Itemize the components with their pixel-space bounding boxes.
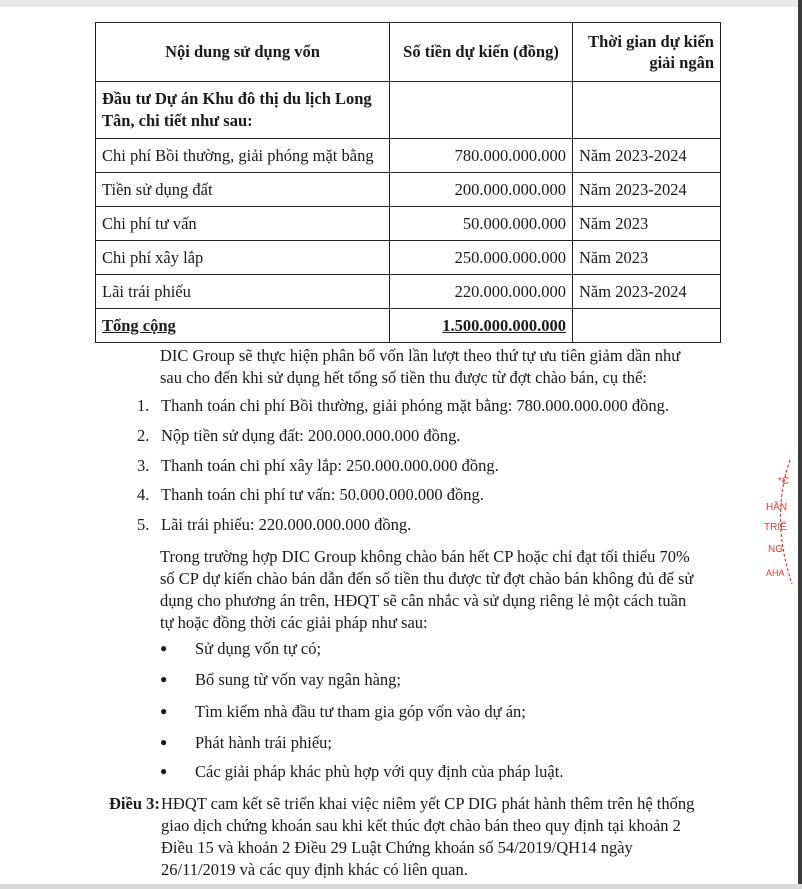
section-title-line1: Đầu tư Dự án Khu đô thị du lịch Long: [102, 89, 372, 108]
fund-usage-table: [95, 22, 721, 343]
list-item: [137, 456, 499, 476]
list-number: 5.: [137, 515, 150, 534]
contingency-paragraph: [160, 546, 720, 634]
article-line: Điều 15 và khoản 2 Điều 29 Luật Chứng khoán số 54/2019/QH14 ngày: [161, 838, 633, 857]
row-amount: 780.000.000.000: [390, 139, 573, 173]
bullet-icon: ●: [160, 672, 168, 686]
row-amount: 220.000.000.000: [390, 275, 573, 309]
paragraph-line: số CP dự kiến chào bán dẫn đến số tiền thu được từ đợt chào bán không đủ để sử: [160, 569, 694, 588]
bullet-item: [160, 702, 526, 722]
section-amount-empty: [390, 82, 573, 139]
bullet-text: Bổ sung từ vốn vay ngân hàng;: [195, 670, 402, 689]
article-label: Điều 3:: [109, 794, 160, 813]
bullet-item: [160, 733, 332, 753]
total-time-empty: [573, 309, 721, 343]
paragraph-line: dụng cho phương án trên, HĐQT sẽ cân nhắc và sử dụng riêng lẻ một cách tuần: [160, 591, 687, 610]
header-time-line2: giải ngân: [649, 53, 714, 72]
stamp-text: AHA: [766, 568, 785, 578]
list-number: 2.: [137, 426, 150, 445]
bullet-icon: ●: [160, 735, 168, 749]
bullet-text: Tìm kiếm nhà đầu tư tham gia góp vốn vào dự án;: [195, 702, 526, 721]
row-amount: 250.000.000.000: [390, 241, 573, 275]
article-body: [161, 793, 729, 881]
intro-line: DIC Group sẽ thực hiện phân bổ vốn lần lượt theo thứ tự ưu tiên giảm dần như: [160, 346, 681, 365]
list-item: [137, 515, 411, 535]
list-text: Thanh toán chi phí tư vấn: 50.000.000.000 đồng.: [161, 485, 484, 504]
table-header-row: [96, 23, 721, 82]
section-title-line2: Tân, chi tiết như sau:: [102, 111, 253, 130]
red-stamp-fragment: [760, 458, 800, 586]
stamp-text: *C: [778, 476, 790, 487]
allocation-intro: [160, 345, 720, 389]
table-row: [96, 139, 721, 173]
header-time-line1: Thời gian dự kiến: [588, 32, 714, 51]
stamp-text: TRIỂ: [764, 522, 787, 533]
paragraph-line: tự hoặc đồng thời các giải pháp như sau:: [160, 613, 428, 632]
article-line: giao dịch chứng khoán sau khi kết thúc đợt chào bán theo quy định tại khoản 2: [161, 816, 681, 835]
scan-top-edge: [0, 0, 802, 7]
row-amount: 200.000.000.000: [390, 173, 573, 207]
table-row: [96, 241, 721, 275]
row-time: Năm 2023-2024: [573, 173, 721, 207]
list-text: Thanh toán chi phí xây lắp: 250.000.000.000 đồng.: [161, 456, 499, 475]
bullet-icon: ●: [160, 764, 168, 778]
list-text: Thanh toán chi phí Bồi thường, giải phóng mặt bằng: 780.000.000.000 đồng.: [161, 396, 670, 415]
bullet-item: [160, 670, 401, 690]
paragraph-line: Trong trường hợp DIC Group không chào bán hết CP hoặc chỉ đạt tối thiểu 70%: [160, 547, 690, 566]
bullet-item: [160, 762, 563, 782]
row-content: Tiền sử dụng đất: [96, 173, 390, 207]
bullet-text: Các giải pháp khác phù hợp với quy định của pháp luật.: [195, 762, 564, 781]
list-number: 1.: [137, 396, 150, 415]
row-time: Năm 2023-2024: [573, 275, 721, 309]
stamp-text: NG: [768, 544, 783, 555]
list-number: 3.: [137, 456, 150, 475]
header-amount: Số tiền dự kiến (đồng): [390, 23, 573, 82]
article-3: [109, 793, 729, 879]
row-content: Lãi trái phiếu: [96, 275, 390, 309]
row-time: Năm 2023-2024: [573, 139, 721, 173]
table-row: [96, 275, 721, 309]
scan-right-edge: [798, 0, 802, 889]
total-amount: 1.500.000.000.000: [390, 309, 573, 343]
table-row: [96, 173, 721, 207]
section-row: [96, 82, 721, 139]
row-time: Năm 2023: [573, 241, 721, 275]
intro-line: sau cho đến khi sử dụng hết tổng số tiền thu được từ đợt chào bán, cụ thể:: [160, 368, 647, 387]
header-content: Nội dung sử dụng vốn: [96, 23, 390, 82]
bullet-icon: ●: [160, 641, 168, 655]
list-item: [137, 426, 461, 446]
bullet-text: Phát hành trái phiếu;: [195, 733, 333, 752]
row-time: Năm 2023: [573, 207, 721, 241]
article-line: 26/11/2019 và các quy định khác có liên quan.: [161, 860, 468, 879]
row-content: Chi phí tư vấn: [96, 207, 390, 241]
stamp-text: HẦN: [766, 502, 788, 513]
article-line: HĐQT cam kết sẽ triển khai việc niêm yết CP DIG phát hành thêm trên hệ thống: [161, 794, 695, 813]
list-item: [137, 396, 669, 416]
bullet-item: [160, 639, 321, 659]
list-text: Nộp tiền sử dụng đất: 200.000.000.000 đồng.: [161, 426, 461, 445]
header-time: [573, 23, 721, 82]
row-amount: 50.000.000.000: [390, 207, 573, 241]
bullet-text: Sử dụng vốn tự có;: [195, 639, 322, 658]
row-content: Chi phí Bồi thường, giải phóng mặt bằng: [96, 139, 390, 173]
total-label: Tổng cộng: [96, 309, 390, 343]
total-row: [96, 309, 721, 343]
row-content: Chi phí xây lắp: [96, 241, 390, 275]
bullet-icon: ●: [160, 704, 168, 718]
list-number: 4.: [137, 485, 150, 504]
section-title: [96, 82, 390, 139]
list-text: Lãi trái phiếu: 220.000.000.000 đồng.: [161, 515, 412, 534]
list-item: [137, 485, 484, 505]
scan-bottom-edge: [0, 884, 802, 889]
section-time-empty: [573, 82, 721, 139]
table-row: [96, 207, 721, 241]
